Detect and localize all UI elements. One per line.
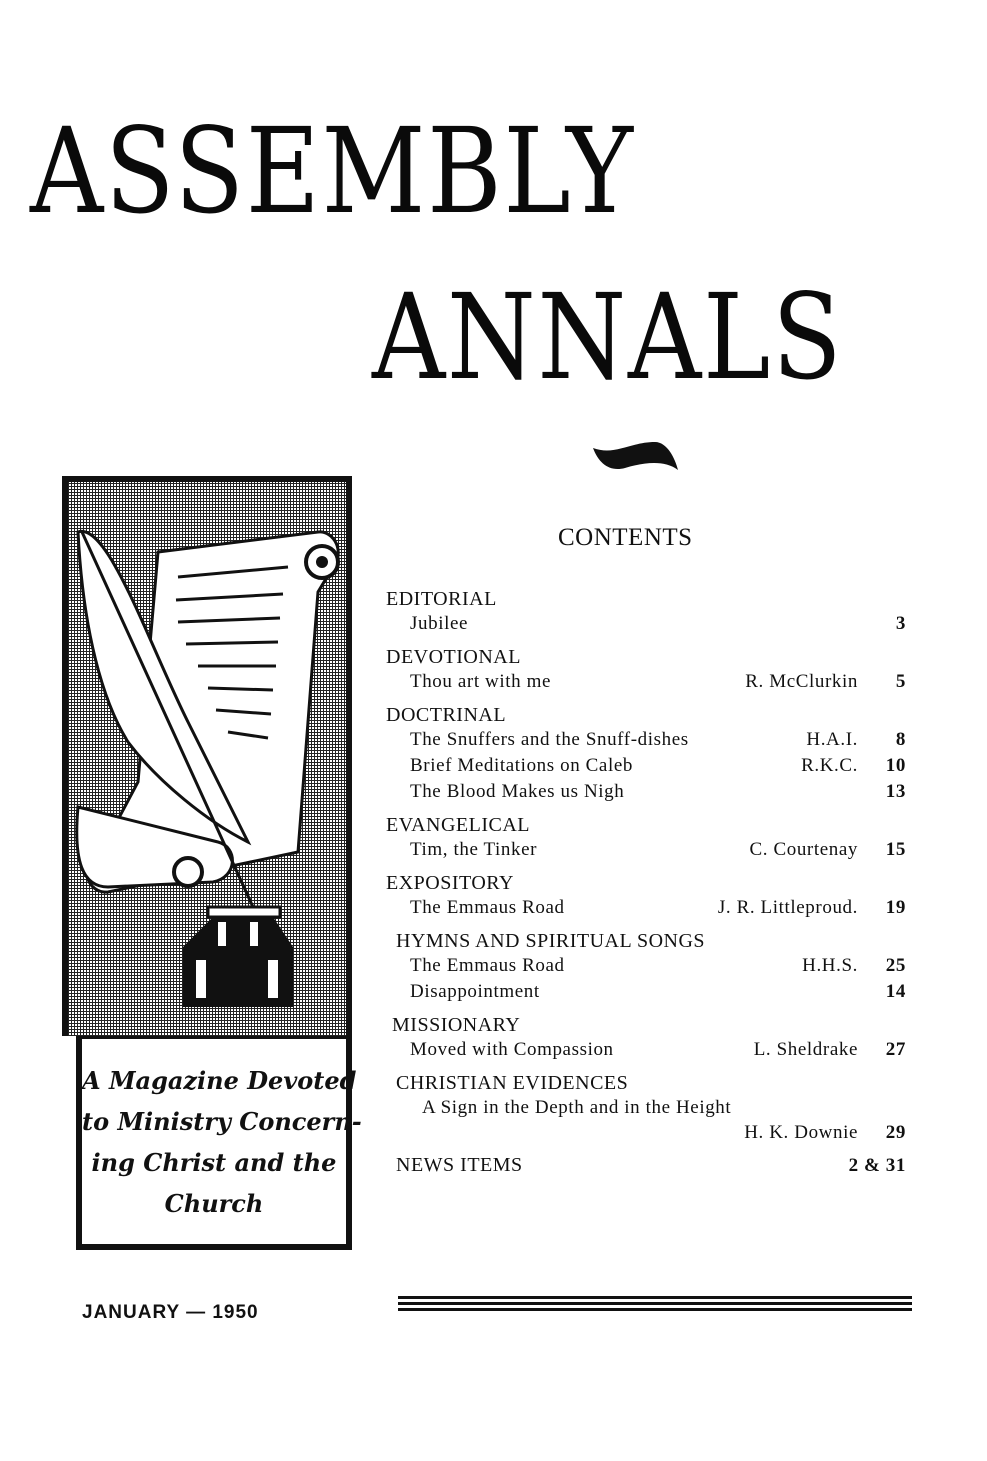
quill-inkwell-icon <box>68 482 346 1036</box>
tagline-line: to Ministry Concern- <box>82 1106 362 1136</box>
section-title: EXPOSITORY <box>386 872 514 894</box>
toc-section-news-items[interactable] <box>386 1154 906 1177</box>
masthead-title-line-2: ANNALS <box>372 268 844 406</box>
entry-title: Brief Meditations on Caleb <box>410 755 633 776</box>
rule-line <box>398 1308 912 1311</box>
entry-author: R. McClurkin <box>745 671 858 692</box>
entry-author: H.A.I. <box>806 729 858 750</box>
entry-title: Tim, the Tinker <box>410 839 538 860</box>
quill-scroll-illustration <box>62 476 352 1036</box>
toc-section-doctrinal <box>386 704 906 805</box>
toc-section-expository <box>386 872 906 921</box>
entry-title: Moved with Compassion <box>410 1039 614 1060</box>
entry-page: 5 <box>895 671 906 692</box>
tagline-box <box>76 1036 362 1250</box>
tagline-line: A Magazine Devoted <box>82 1065 357 1095</box>
entry-title: The Snuffers and the Snuff-dishes <box>410 729 689 750</box>
tagline-line: Church <box>164 1188 264 1218</box>
section-title: DOCTRINAL <box>386 704 507 726</box>
rule-line <box>398 1296 912 1299</box>
entry-author: H. K. Downie <box>744 1122 858 1143</box>
table-of-contents <box>386 588 906 1186</box>
entry-author: C. Courtenay <box>749 839 858 860</box>
entry-author: R.K.C. <box>801 755 858 776</box>
entry-title: The Emmaus Road <box>410 897 565 918</box>
triple-rule-divider <box>398 1296 912 1314</box>
section-title: CHRISTIAN EVIDENCES <box>396 1072 629 1094</box>
section-title: HYMNS AND SPIRITUAL SONGS <box>396 930 706 952</box>
entry-page: 25 <box>885 955 906 976</box>
contents-heading: CONTENTS <box>558 524 693 551</box>
toc-entry-author-line <box>386 1121 906 1145</box>
toc-entry[interactable] <box>386 953 906 979</box>
toc-entry[interactable] <box>386 837 906 863</box>
toc-section-evangelical <box>386 814 906 863</box>
entry-title: The Blood Makes us Nigh <box>410 781 625 802</box>
entry-author: J. R. Littleproud. <box>717 897 858 918</box>
toc-entry[interactable] <box>386 669 906 695</box>
toc-entry[interactable] <box>386 753 906 779</box>
rule-line <box>398 1302 912 1305</box>
section-title: EVANGELICAL <box>386 814 531 836</box>
toc-entry[interactable] <box>386 611 906 637</box>
entry-page: 8 <box>895 729 906 750</box>
issue-date: JANUARY — 1950 <box>82 1302 259 1323</box>
entry-page: 3 <box>895 613 906 634</box>
entry-page: 27 <box>885 1039 906 1060</box>
entry-title: The Emmaus Road <box>410 955 565 976</box>
masthead-title-line-1: ASSEMBLY <box>30 102 635 240</box>
section-title: MISSIONARY <box>392 1014 521 1036</box>
entry-page: 15 <box>885 839 906 860</box>
toc-section-christian-evidences <box>386 1072 906 1145</box>
entry-title: Disappointment <box>410 981 540 1002</box>
entry-page: 13 <box>885 781 906 802</box>
flourish-ornament-icon <box>585 440 685 480</box>
toc-entry[interactable] <box>386 727 906 753</box>
entry-page: 10 <box>885 755 906 776</box>
entry-author: L. Sheldrake <box>753 1039 858 1060</box>
entry-page: 29 <box>885 1122 906 1143</box>
section-title: NEWS ITEMS <box>396 1154 523 1176</box>
toc-entry[interactable] <box>386 1037 906 1063</box>
toc-entry[interactable] <box>386 1095 906 1121</box>
entry-title: A Sign in the Depth and in the Height <box>422 1097 732 1118</box>
toc-section-devotional <box>386 646 906 695</box>
toc-entry[interactable] <box>386 779 906 805</box>
entry-page: 14 <box>885 981 906 1002</box>
entry-page: 19 <box>885 897 906 918</box>
section-title: DEVOTIONAL <box>386 646 521 668</box>
entry-title: Jubilee <box>410 613 469 634</box>
toc-section-editorial <box>386 588 906 637</box>
toc-section-hymns <box>386 930 906 1005</box>
toc-entry[interactable] <box>386 895 906 921</box>
section-title: EDITORIAL <box>386 588 497 610</box>
toc-entry[interactable] <box>386 979 906 1005</box>
tagline-line: ing Christ and the <box>91 1147 337 1177</box>
toc-section-missionary <box>386 1014 906 1063</box>
entry-title: Thou art with me <box>410 671 551 692</box>
entry-author: H.H.S. <box>802 955 858 976</box>
entry-page: 2 & 31 <box>848 1155 906 1176</box>
